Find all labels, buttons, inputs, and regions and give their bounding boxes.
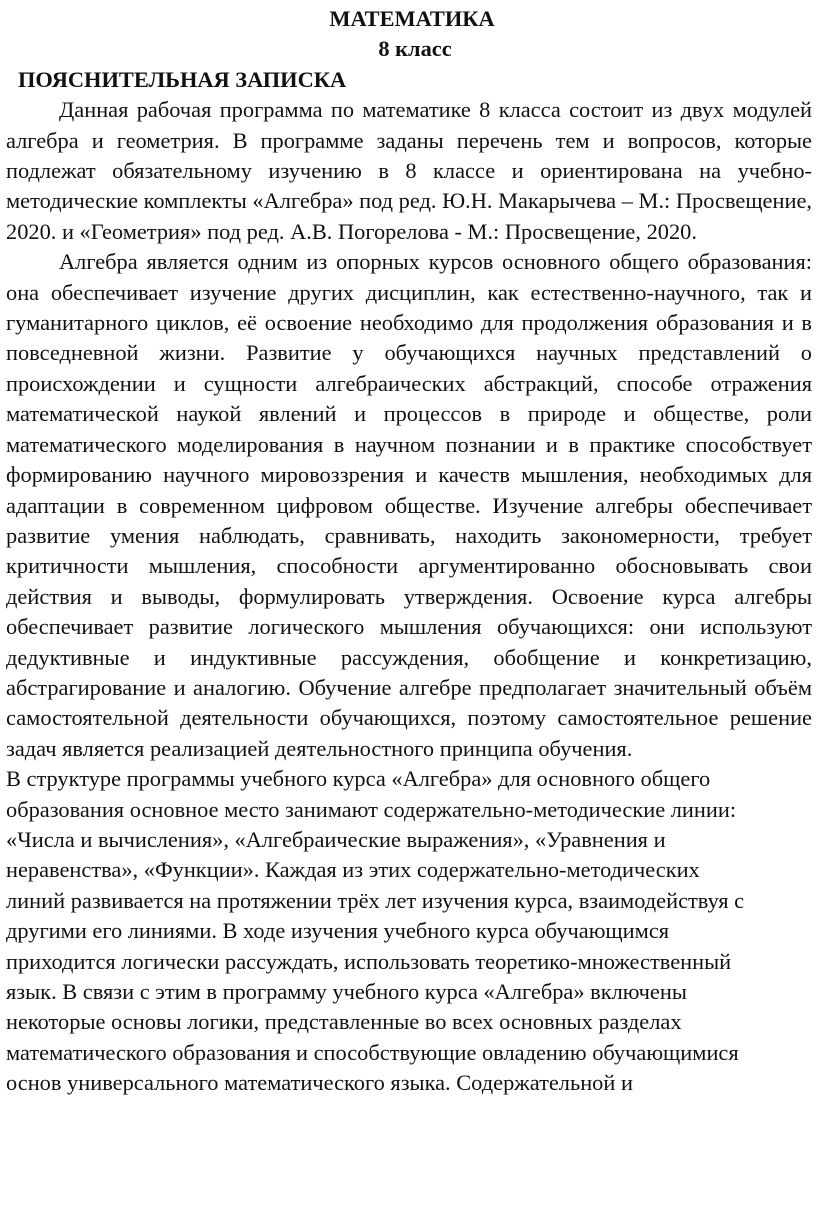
paragraph-structure — [6, 764, 812, 1098]
text-line: неравенства», «Функции». Каждая из этих содержательно-методических — [6, 857, 700, 883]
text-line: образования основное место занимают содержательно-методические линии: — [6, 796, 737, 822]
text-line: язык. В связи с этим в программу учебного курса «Алгебра» включены — [6, 979, 687, 1004]
text-line: другими его линиями. В ходе изучения учебного курса обучающимся — [6, 918, 670, 944]
section-heading: ПОЯСНИТЕЛЬНАЯ ЗАПИСКА — [18, 66, 347, 92]
text-line: математического образования и способствующие овладению обучающимися — [6, 1039, 739, 1065]
text-line: приходится логически рассуждать, использовать теоретико-множественный — [6, 948, 732, 974]
text-line: основ универсального математического языка. Содержательной и — [6, 1070, 633, 1096]
document-title: МАТЕМАТИКА — [329, 6, 495, 31]
paragraph-algebra: Алгебра является одним из опорных курсов основного общего образования: она обеспечивает изучение других дисциплин, как естественно-научного, так и гуманитарного циклов, её освоение необходимо для продолжения образования и в повседневной жизни. Развитие у обучающихся научных представлений о происхождении и сущности алгебраических абстракций, способе отражения математической наукой явлений и процессов в природе и обществе, роли математического моделирования в научном познании и в практике способствует формированию научного мировоззрения и качеств мышления, необходимых для адаптации в современном цифровом обществе. Изучение алгебры обеспечивает развитие умения наблюдать, сравнивать, находить закономерности, требует критичности мышления, способности аргументированно обосновывать свои действия и выводы, формулировать утверждения. Освоение курса алгебры обеспечивает развитие логического мышления обучающихся: они используют дедуктивные и индуктивные рассуждения, обобщение и конкретизацию, абстрагирование и аналогию. Обучение алгебре предполагает значительный объём самостоятельной деятельности обучающихся, поэтому самостоятельное решение задач является реализацией деятельностного принципа обучения. — [6, 249, 812, 761]
text-line: «Числа и вычисления», «Алгебраические выражения», «Уравнения и — [6, 826, 666, 852]
paragraph-intro: Данная рабочая программа по математике 8 класса состоит из двух модулей алгебра и геометрия. В программе заданы перечень тем и вопросов, которые подлежат обязательному изучению в 8 классе и ориентирована на учебно-методические комплекты «Алгебра» под ред. Ю.Н. Макарычева – М.: Просвещение, 2020. и «Геометрия» под ред. А.В. Погорелова - М.: Просвещение, 2020. — [6, 97, 812, 244]
text-line: В структуре программы учебного курса «Алгебра» для основного общего — [6, 766, 711, 792]
grade-label: 8 класс — [378, 36, 452, 62]
text-line: некоторые основы логики, представленные во всех основных разделах — [6, 1009, 682, 1035]
text-line: линий развивается на протяжении трёх лет изучения курса, взаимодействуя с — [6, 887, 745, 913]
